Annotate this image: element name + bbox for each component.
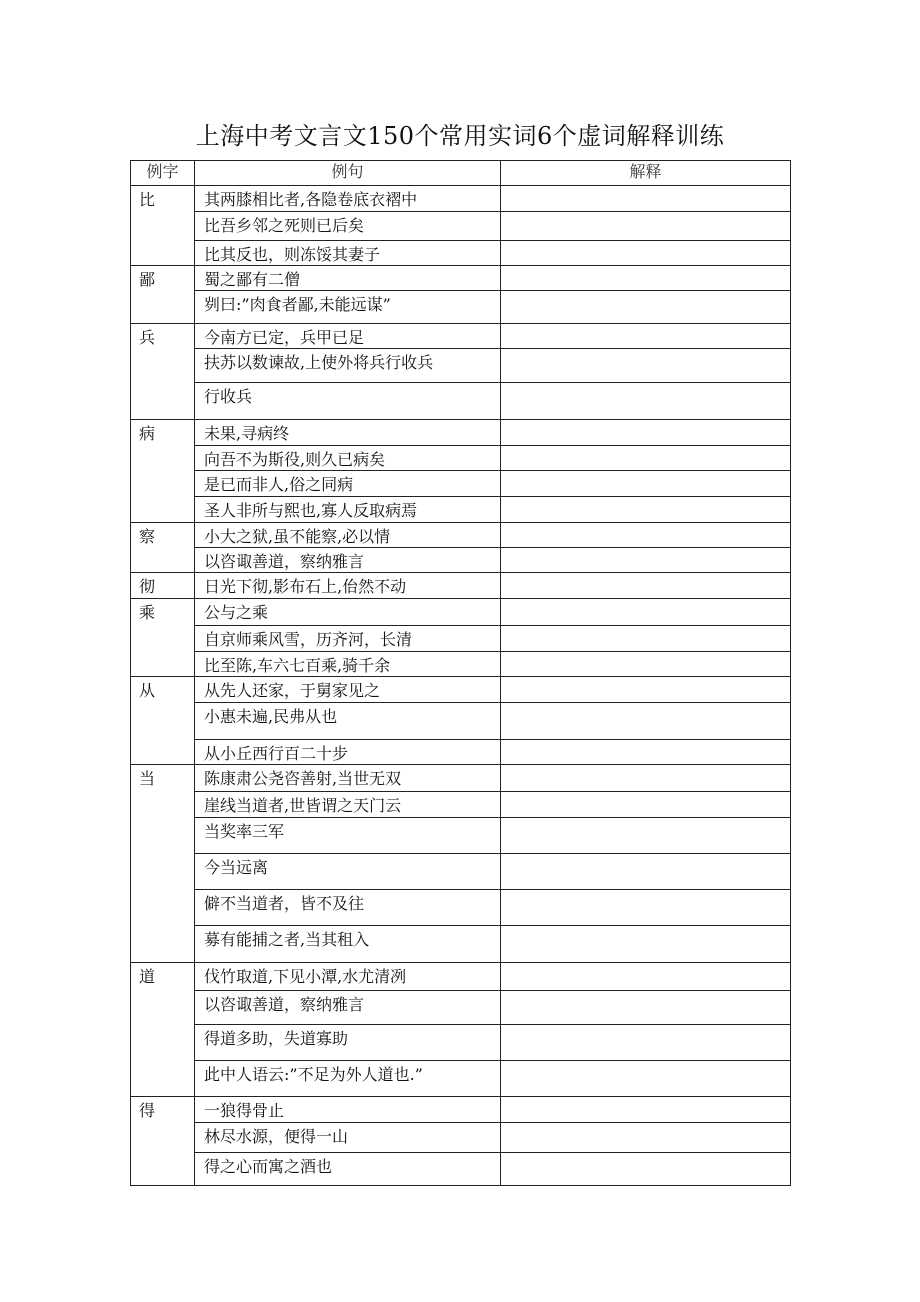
- example-character: 鄙: [131, 266, 195, 324]
- table-row: [131, 818, 791, 854]
- meaning-answer-cell[interactable]: [501, 652, 791, 677]
- table-row: [131, 1025, 791, 1061]
- example-sentence: 一狼得骨止: [195, 1097, 501, 1123]
- table-row: [131, 241, 791, 266]
- example-sentence: 得之心而寓之酒也: [195, 1153, 501, 1186]
- example-character: 比: [131, 186, 195, 266]
- example-sentence: 其两膝相比者,各隐卷底衣褶中: [195, 186, 501, 212]
- meaning-answer-cell[interactable]: [501, 383, 791, 420]
- table-row: [131, 765, 791, 792]
- meaning-answer-cell[interactable]: [501, 991, 791, 1025]
- example-character: 当: [131, 765, 195, 963]
- table-row: [131, 626, 791, 652]
- meaning-answer-cell[interactable]: [501, 890, 791, 926]
- table-row: [131, 963, 791, 991]
- table-row: [131, 792, 791, 818]
- table-row: [131, 324, 791, 349]
- example-sentence: 陈康肃公尧咨善射,当世无双: [195, 765, 501, 792]
- example-sentence: 向吾不为斯役,则久已病矣: [195, 446, 501, 471]
- table-row: [131, 740, 791, 765]
- example-sentence: 此中人语云:”不足为外人道也.”: [195, 1061, 501, 1097]
- table-row: [131, 266, 791, 291]
- table-row: [131, 383, 791, 420]
- example-sentence: 未果,寻病终: [195, 420, 501, 446]
- meaning-answer-cell[interactable]: [501, 186, 791, 212]
- table-row: [131, 1153, 791, 1186]
- example-character: 病: [131, 420, 195, 523]
- example-character: 得: [131, 1097, 195, 1186]
- meaning-answer-cell[interactable]: [501, 740, 791, 765]
- table-row: [131, 1097, 791, 1123]
- table-row: [131, 1061, 791, 1097]
- example-sentence: 蜀之鄙有二僧: [195, 266, 501, 291]
- meaning-answer-cell[interactable]: [501, 446, 791, 471]
- meaning-answer-cell[interactable]: [501, 291, 791, 324]
- table-row: [131, 573, 791, 599]
- example-sentence: 林尽水源，便得一山: [195, 1123, 501, 1153]
- table-row: [131, 677, 791, 703]
- table-row: [131, 599, 791, 626]
- meaning-answer-cell[interactable]: [501, 241, 791, 266]
- table-row: [131, 523, 791, 548]
- header-char: 例字: [131, 161, 195, 186]
- header-meaning: 解释: [501, 161, 791, 186]
- meaning-answer-cell[interactable]: [501, 1025, 791, 1061]
- table-row: [131, 349, 791, 383]
- example-sentence: 今南方已定，兵甲已足: [195, 324, 501, 349]
- example-sentence: 日光下彻,影布石上,佁然不动: [195, 573, 501, 599]
- meaning-answer-cell[interactable]: [501, 1061, 791, 1097]
- meaning-answer-cell[interactable]: [501, 1097, 791, 1123]
- example-sentence: 僻不当道者，皆不及往: [195, 890, 501, 926]
- meaning-answer-cell[interactable]: [501, 854, 791, 890]
- meaning-answer-cell[interactable]: [501, 765, 791, 792]
- table-row: [131, 652, 791, 677]
- table-header-row: [131, 161, 791, 186]
- example-sentence: 比至陈,车六七百乘,骑千余: [195, 652, 501, 677]
- meaning-answer-cell[interactable]: [501, 1123, 791, 1153]
- meaning-answer-cell[interactable]: [501, 1153, 791, 1186]
- example-sentence: 从小丘西行百二十步: [195, 740, 501, 765]
- meaning-answer-cell[interactable]: [501, 963, 791, 991]
- table-row: [131, 291, 791, 324]
- meaning-answer-cell[interactable]: [501, 212, 791, 241]
- example-sentence: 刿曰:”肉食者鄙,未能远谋”: [195, 291, 501, 324]
- meaning-answer-cell[interactable]: [501, 471, 791, 497]
- example-sentence: 崖线当道者,世皆谓之天门云: [195, 792, 501, 818]
- table-row: [131, 497, 791, 523]
- meaning-answer-cell[interactable]: [501, 420, 791, 446]
- meaning-answer-cell[interactable]: [501, 818, 791, 854]
- example-character: 乘: [131, 599, 195, 677]
- meaning-answer-cell[interactable]: [501, 548, 791, 573]
- vocabulary-table: [130, 160, 791, 1186]
- table-row: [131, 212, 791, 241]
- table-row: [131, 1123, 791, 1153]
- meaning-answer-cell[interactable]: [501, 266, 791, 291]
- example-sentence: 比其反也，则冻馁其妻子: [195, 241, 501, 266]
- example-sentence: 当奖率三军: [195, 818, 501, 854]
- example-sentence: 以咨诹善道，察纳雅言: [195, 548, 501, 573]
- example-sentence: 扶苏以数谏故,上使外将兵行收兵: [195, 349, 501, 383]
- example-sentence: 小大之狱,虽不能察,必以情: [195, 523, 501, 548]
- meaning-answer-cell[interactable]: [501, 349, 791, 383]
- example-sentence: 行收兵: [195, 383, 501, 420]
- table-row: [131, 926, 791, 963]
- example-sentence: 得道多助，失道寡助: [195, 1025, 501, 1061]
- table-row: [131, 420, 791, 446]
- meaning-answer-cell[interactable]: [501, 677, 791, 703]
- table-row: [131, 471, 791, 497]
- example-sentence: 小惠未遍,民弗从也: [195, 703, 501, 740]
- example-sentence: 以咨诹善道，察纳雅言: [195, 991, 501, 1025]
- example-sentence: 公与之乘: [195, 599, 501, 626]
- meaning-answer-cell[interactable]: [501, 573, 791, 599]
- example-sentence: 是已而非人,俗之同病: [195, 471, 501, 497]
- meaning-answer-cell[interactable]: [501, 523, 791, 548]
- table-row: [131, 446, 791, 471]
- example-sentence: 圣人非所与熙也,寡人反取病焉: [195, 497, 501, 523]
- meaning-answer-cell[interactable]: [501, 926, 791, 963]
- example-sentence: 伐竹取道,下见小潭,水尤清冽: [195, 963, 501, 991]
- meaning-answer-cell[interactable]: [501, 324, 791, 349]
- table-row: [131, 991, 791, 1025]
- header-example: 例句: [195, 161, 501, 186]
- meaning-answer-cell[interactable]: [501, 792, 791, 818]
- meaning-answer-cell[interactable]: [501, 626, 791, 652]
- table-row: [131, 548, 791, 573]
- example-character: 兵: [131, 324, 195, 420]
- table-row: [131, 854, 791, 890]
- example-sentence: 从先人还家，于舅家见之: [195, 677, 501, 703]
- example-character: 道: [131, 963, 195, 1097]
- example-character: 从: [131, 677, 195, 765]
- table-row: [131, 186, 791, 212]
- table-body: [131, 186, 791, 1186]
- example-sentence: 今当远离: [195, 854, 501, 890]
- example-sentence: 自京师乘风雪，历齐河，长清: [195, 626, 501, 652]
- meaning-answer-cell[interactable]: [501, 703, 791, 740]
- example-character: 彻: [131, 573, 195, 599]
- example-sentence: 募有能捕之者,当其租入: [195, 926, 501, 963]
- page-title: 上海中考文言文150个常用实词6个虚词解释训练: [195, 122, 725, 150]
- meaning-answer-cell[interactable]: [501, 497, 791, 523]
- table-row: [131, 703, 791, 740]
- meaning-answer-cell[interactable]: [501, 599, 791, 626]
- table-row: [131, 890, 791, 926]
- example-sentence: 比吾乡邻之死则已后矣: [195, 212, 501, 241]
- example-character: 察: [131, 523, 195, 573]
